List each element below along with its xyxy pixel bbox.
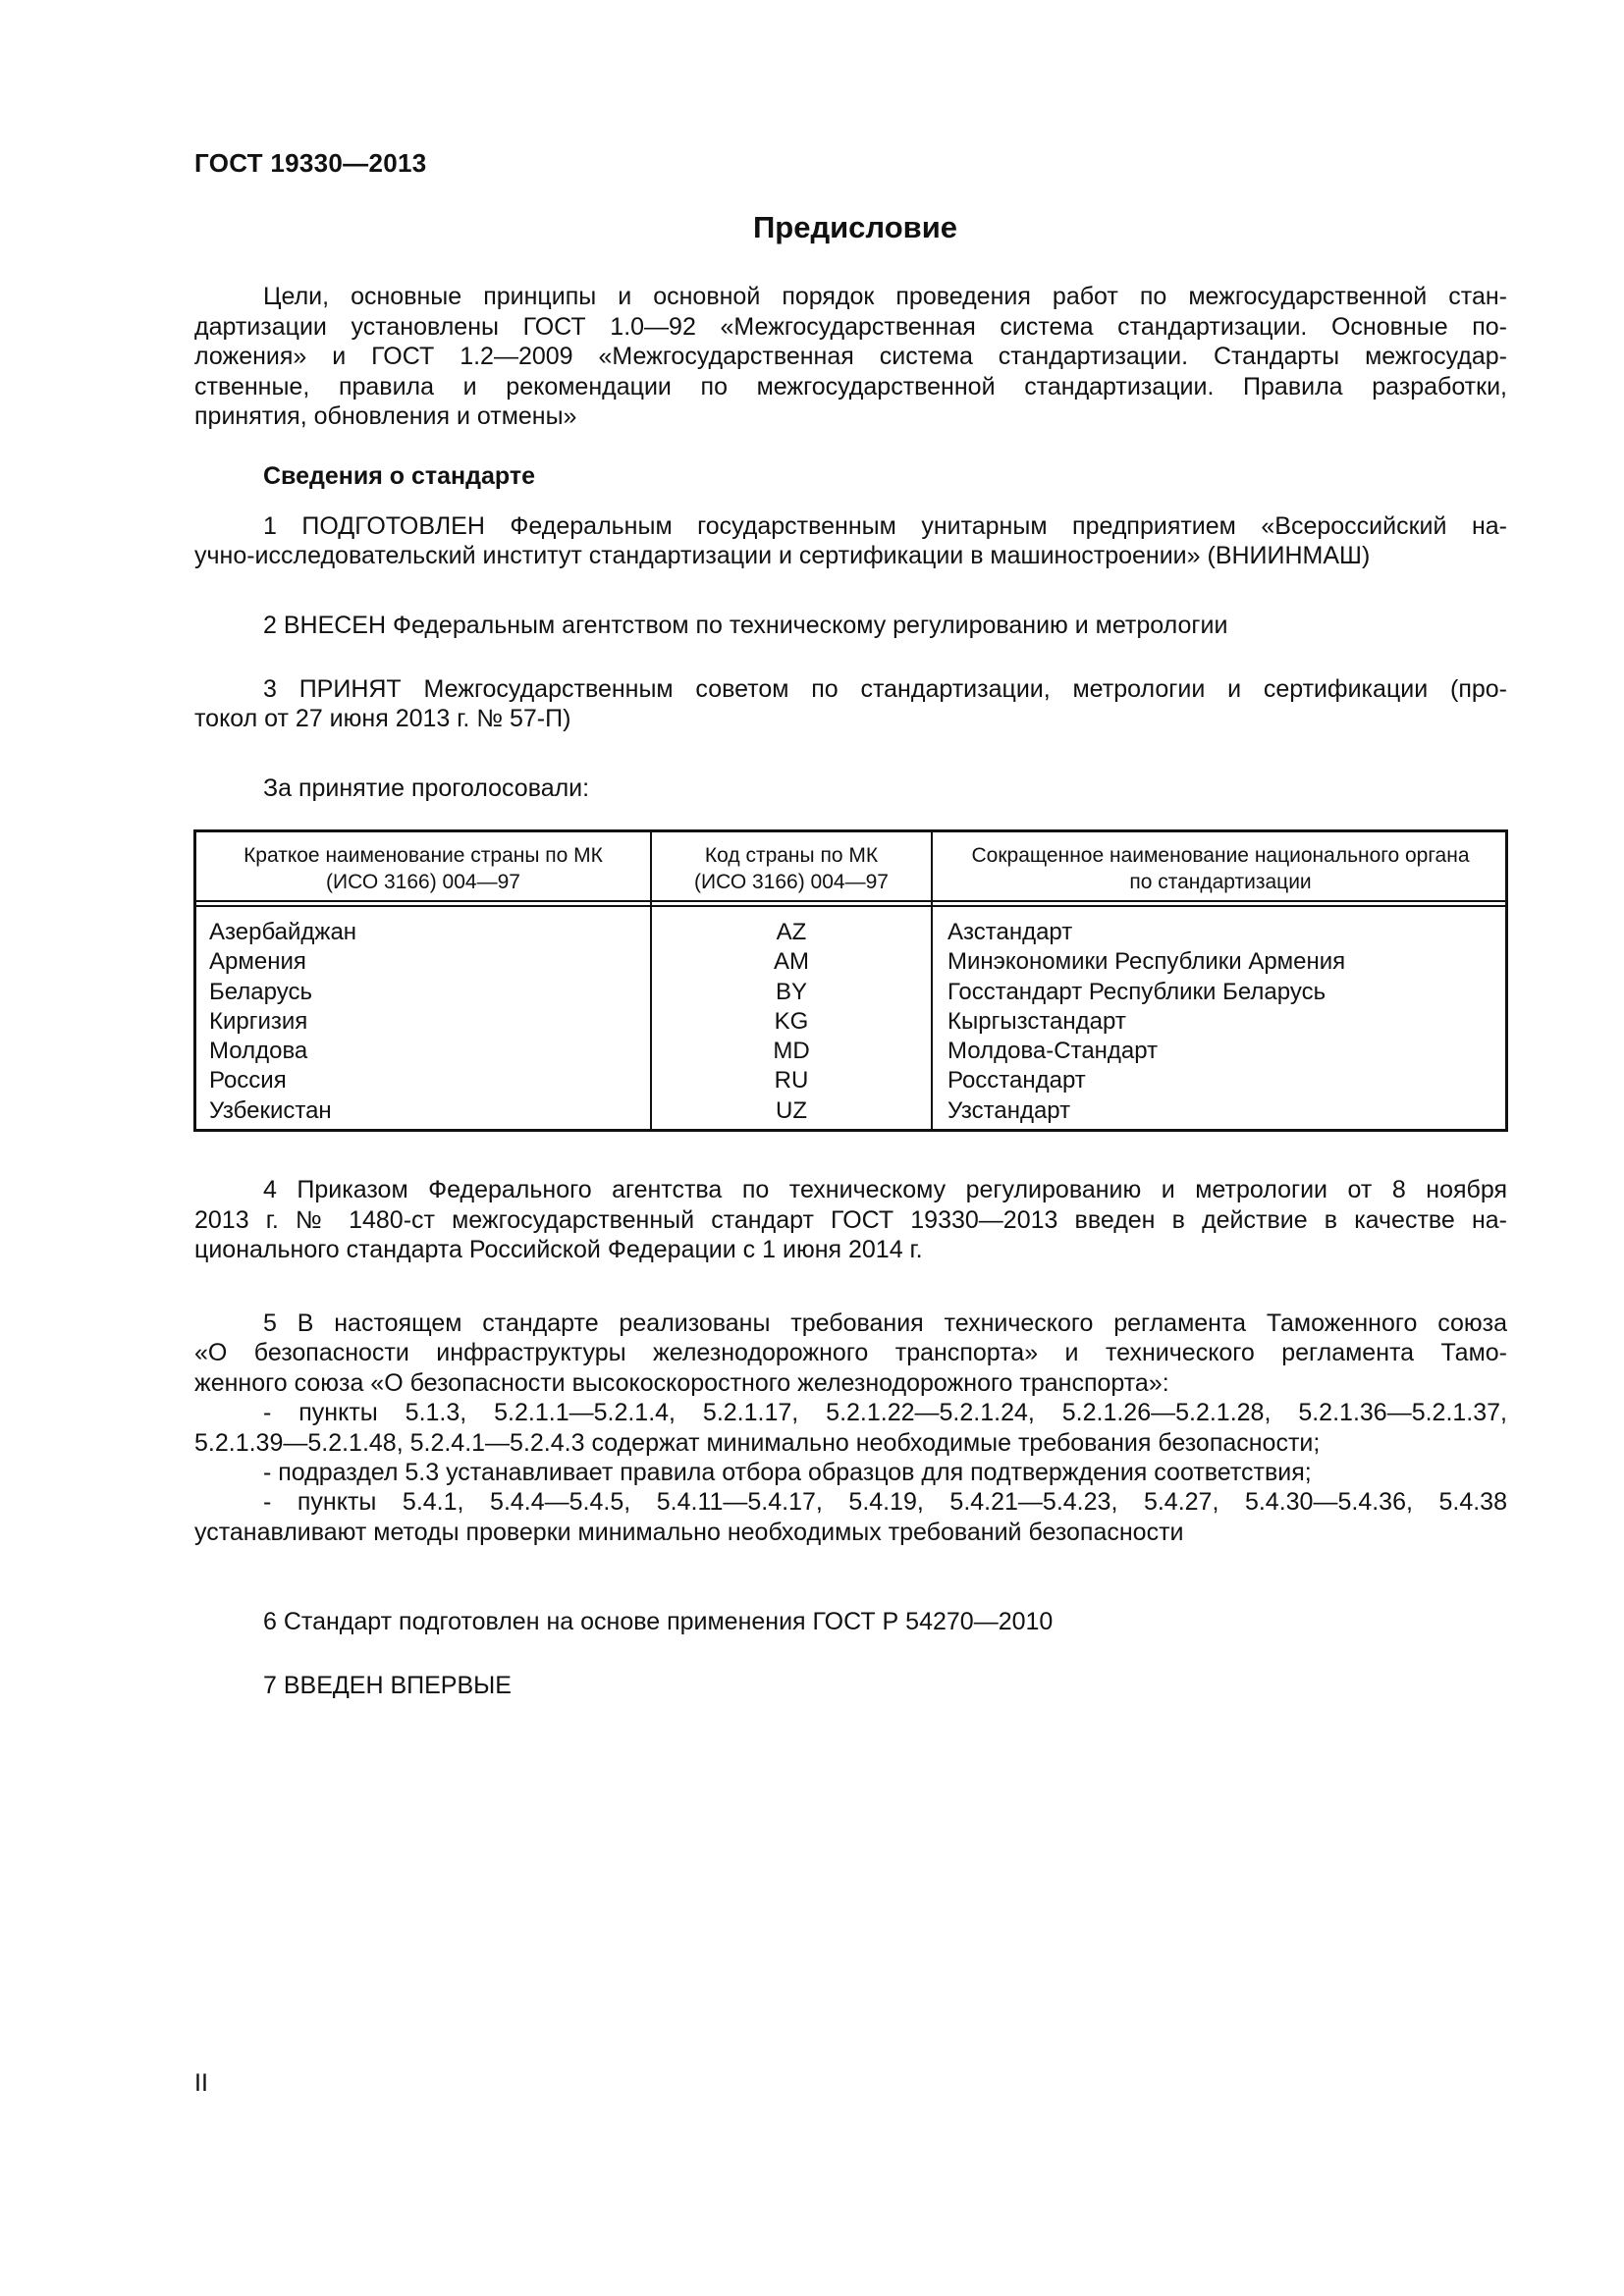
item-7: 7 ВВЕДЕН ВПЕРВЫЕ — [263, 1672, 512, 1699]
text-line: устанавливают методы проверки минимально необходимых требований безопасности — [194, 1519, 1184, 1546]
column-country — [209, 918, 356, 1126]
table-cell: Узбекистан — [209, 1096, 332, 1124]
text-line: принятия, обновления и отмены» — [194, 402, 577, 430]
text-line: учно-исследовательский институт стандартизации и сертификации в машиностроении» (ВНИИНМАШ) — [194, 542, 1371, 569]
column-authority — [947, 918, 1345, 1126]
text-line: 2013 г. № 1480-ст межгосударственный стандарт ГОСТ 19330—2013 введен в действие в качестве на- — [194, 1206, 1507, 1234]
table-cell: Армения — [209, 948, 306, 976]
text-line: 5 В настоящем стандарте реализованы требования технического регламента Таможенного союза — [263, 1309, 1507, 1337]
text-line: токол от 27 июня 2013 г. № 57-П) — [194, 705, 571, 732]
header-divider — [196, 900, 1505, 902]
text-line: «О безопасности инфраструктуры железнодорожного транспорта» и технического регламента Тамо- — [194, 1339, 1507, 1366]
text-line: женного союза «О безопасности высокоскоростного железнодорожного транспорта»: — [194, 1369, 1169, 1397]
section-heading: Сведения о стандарте — [263, 462, 536, 490]
table-cell: AZ — [776, 919, 807, 945]
page-title: Предисловие — [752, 210, 957, 244]
header-line: (ИСО 3166) 004—97 — [326, 871, 520, 893]
text-line: Цели, основные принципы и основной порядок проведения работ по межгосударственной стан- — [263, 283, 1507, 310]
table-cell: UZ — [776, 1096, 807, 1124]
text-line: - пункты 5.4.1, 5.4.4—5.4.5, 5.4.11—5.4.17, 5.4.19, 5.4.21—5.4.23, 5.4.27, 5.4.30—5.4.36, 5.4.38 — [263, 1488, 1507, 1516]
item-2: 2 ВНЕСЕН Федеральным агентством по техническому регулированию и метрологии — [263, 612, 1228, 639]
table-cell: Беларусь — [209, 978, 312, 1005]
table-cell: KG — [774, 1007, 809, 1035]
text-line: 3 ПРИНЯТ Межгосударственным советом по стандартизации, метрологии и сертификации (про- — [263, 675, 1507, 703]
table-cell: AM — [774, 948, 809, 976]
table-cell: Киргизия — [209, 1007, 308, 1035]
table-cell: RU — [774, 1067, 809, 1095]
document-code: ГОСТ 19330—2013 — [194, 148, 427, 178]
item-6: 6 Стандарт подготовлен на основе применения ГОСТ Р 54270—2010 — [263, 1608, 1054, 1635]
table-cell: Молдова — [209, 1038, 308, 1065]
table-cell: Госстандарт Республики Беларусь — [947, 978, 1326, 1005]
table-cell: Узстандарт — [947, 1096, 1071, 1124]
header-line: Код страны по МК — [704, 844, 879, 867]
table-cell: Минэкономики Республики Армения — [947, 948, 1346, 976]
column-header-country — [196, 842, 650, 895]
text-line: 4 Приказом Федерального агентства по техническому регулированию и метрологии от 8 ноября — [263, 1176, 1507, 1203]
text-line: дартизации установлены ГОСТ 1.0—92 «Межгосударственная система стандартизации. Основные по- — [194, 313, 1507, 341]
text-line: ционального стандарта Российской Федерации с 1 июня 2014 г. — [194, 1236, 923, 1263]
table-cell: Молдова-Стандарт — [947, 1038, 1159, 1065]
header-line: (ИСО 3166) 004—97 — [694, 871, 889, 893]
header-divider — [196, 905, 1505, 907]
table-cell: Азербайджан — [209, 919, 357, 945]
column-code — [652, 918, 931, 1126]
table-cell: Азстандарт — [947, 919, 1073, 945]
table-cell: BY — [775, 978, 807, 1005]
page-number: II — [194, 2069, 208, 2097]
column-header-code — [652, 842, 931, 895]
text-line: 5.2.1.39—5.2.1.48, 5.2.4.1—5.2.4.3 содержат минимально необходимые требования безопасности; — [194, 1429, 1321, 1457]
column-header-authority — [933, 842, 1508, 895]
voting-countries-table — [193, 829, 1508, 1132]
table-cell: Росстандарт — [947, 1067, 1086, 1095]
text-line: 1 ПОДГОТОВЛЕН Федеральным государственным унитарным предприятием «Всероссийский на- — [263, 512, 1507, 540]
header-line: Краткое наименование страны по МК — [244, 844, 603, 867]
text-line: ственные, правила и рекомендации по межгосударственной стандартизации. Правила разработки, — [194, 373, 1507, 400]
text-line: - подраздел 5.3 устанавливает правила отбора образцов для подтверждения соответствия; — [263, 1459, 1312, 1486]
voted-label: За принятие проголосовали: — [263, 774, 590, 802]
table-cell: MD — [773, 1038, 810, 1065]
text-line: - пункты 5.1.3, 5.2.1.1—5.2.1.4, 5.2.1.17, 5.2.1.22—5.2.1.24, 5.2.1.26—5.2.1.28, 5.2.1.36—5.2.1.37, — [263, 1399, 1507, 1426]
table-cell: Кыргызстандарт — [947, 1007, 1126, 1035]
table-cell: Россия — [209, 1067, 287, 1095]
header-line: по стандартизации — [1129, 871, 1312, 893]
header-line: Сокращенное наименование национального органа — [971, 844, 1470, 867]
text-line: ложения» и ГОСТ 1.2—2009 «Межгосударственная система стандартизации. Стандарты межгосудар- — [194, 343, 1507, 370]
